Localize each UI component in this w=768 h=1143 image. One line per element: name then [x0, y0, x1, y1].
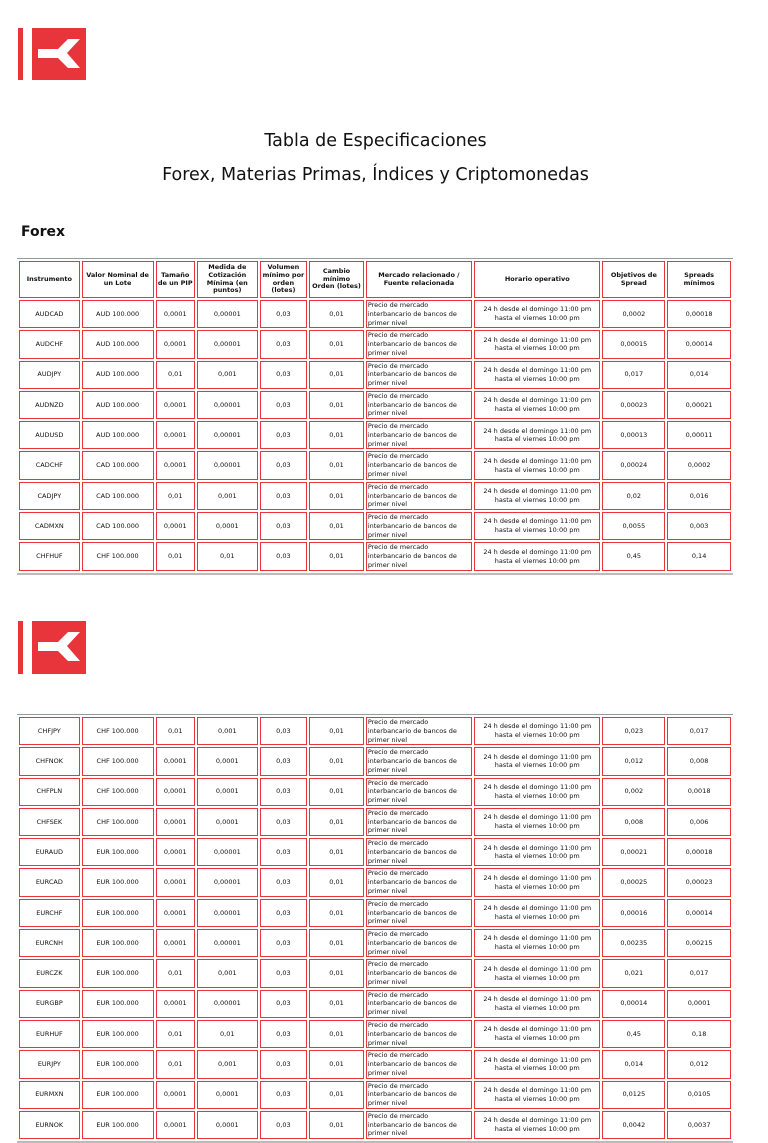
table-cell: 0,00215	[667, 929, 731, 957]
section-title-forex: Forex	[21, 224, 66, 240]
table-cell: Precio de mercado interbancario de bancos de primer nivel	[366, 959, 472, 987]
table-cell: 0,01	[309, 330, 364, 358]
table-cell: 0,0001	[156, 838, 195, 866]
table-cell: 24 h desde el domingo 11:00 pm hasta el viernes 10:00 pm	[474, 717, 600, 745]
table-cell: 0,0001	[156, 929, 195, 957]
table-cell: EURCNH	[19, 929, 80, 957]
table-cell: 0,006	[667, 808, 731, 836]
table-cell: 0,01	[309, 778, 364, 806]
table-cell: AUDNZD	[19, 391, 80, 419]
table-cell: 0,017	[667, 717, 731, 745]
table-cell: 0,0001	[156, 747, 195, 775]
table-cell: AUD 100.000	[82, 421, 154, 449]
table-cell: EUR 100.000	[82, 1050, 154, 1078]
table-cell: 0,00001	[197, 391, 258, 419]
table-cell: 0,01	[309, 1020, 364, 1048]
table-row	[19, 747, 731, 775]
table-cell: 0,0001	[156, 421, 195, 449]
table-row	[19, 482, 731, 510]
table-cell: CHFPLN	[19, 778, 80, 806]
table-row	[19, 868, 731, 896]
table-cell: 0,01	[309, 838, 364, 866]
table-cell: 0,01	[309, 1081, 364, 1109]
table-cell: 0,01	[156, 717, 195, 745]
table-cell: 0,0001	[156, 899, 195, 927]
table-cell: 0,03	[260, 1050, 308, 1078]
table-cell: EURCZK	[19, 959, 80, 987]
table-cell: 0,0037	[667, 1111, 731, 1139]
table-cell: 0,01	[197, 542, 258, 570]
logo-bar	[18, 28, 23, 80]
col-header-cambio-minimo: Cambio mínimo Orden (lotes)	[309, 261, 364, 298]
table-cell: 0,00013	[602, 421, 665, 449]
table-cell: 0,017	[667, 959, 731, 987]
table-cell: 0,0001	[156, 808, 195, 836]
table-cell: AUD 100.000	[82, 361, 154, 389]
table-cell: CHF 100.000	[82, 542, 154, 570]
table-cell: CHFJPY	[19, 717, 80, 745]
table-cell: 0,18	[667, 1020, 731, 1048]
table-cell: 0,03	[260, 451, 308, 479]
table-cell: 0,008	[667, 747, 731, 775]
table-cell: 0,03	[260, 512, 308, 540]
col-header-mercado: Mercado relacionado / Fuente relacionada	[366, 261, 472, 298]
table-cell: 0,01	[309, 451, 364, 479]
table-cell: EUR 100.000	[82, 959, 154, 987]
table-cell: CHFNOK	[19, 747, 80, 775]
page-title: Tabla de Especificaciones	[264, 131, 487, 151]
table-cell: 0,00018	[667, 300, 731, 328]
table-cell: 0,001	[197, 361, 258, 389]
table-cell: 24 h desde el domingo 11:00 pm hasta el viernes 10:00 pm	[474, 421, 600, 449]
table-cell: 0,01	[309, 717, 364, 745]
table-cell: 0,03	[260, 1081, 308, 1109]
table-body	[19, 300, 731, 571]
table-cell: 0,0001	[156, 391, 195, 419]
table-cell: 0,02	[602, 482, 665, 510]
table-cell: CHF 100.000	[82, 808, 154, 836]
table-row	[19, 361, 731, 389]
table-row	[19, 512, 731, 540]
table-cell: 24 h desde el domingo 11:00 pm hasta el viernes 10:00 pm	[474, 1111, 600, 1139]
table-cell: 0,0001	[156, 300, 195, 328]
table-cell: 0,0001	[156, 451, 195, 479]
table-cell: 0,012	[602, 747, 665, 775]
table-cell: 0,03	[260, 808, 308, 836]
table-cell: 24 h desde el domingo 11:00 pm hasta el viernes 10:00 pm	[474, 1020, 600, 1048]
col-header-objetivos-spread: Objetivos de Spread	[602, 261, 665, 298]
table-cell: 0,001	[197, 717, 258, 745]
table-cell: 0,03	[260, 747, 308, 775]
table-row	[19, 959, 731, 987]
table-cell: EURNOK	[19, 1111, 80, 1139]
table-cell: EUR 100.000	[82, 899, 154, 927]
table-cell: AUD 100.000	[82, 300, 154, 328]
table-cell: 0,03	[260, 361, 308, 389]
table-cell: EUR 100.000	[82, 838, 154, 866]
table-cell: 0,00001	[197, 300, 258, 328]
col-header-valor-nominal: Valor Nominal de un Lote	[82, 261, 154, 298]
table-row	[19, 421, 731, 449]
table-cell: 24 h desde el domingo 11:00 pm hasta el viernes 10:00 pm	[474, 300, 600, 328]
table-cell: Precio de mercado interbancario de bancos de primer nivel	[366, 542, 472, 570]
table-cell: 0,45	[602, 542, 665, 570]
table-cell: 24 h desde el domingo 11:00 pm hasta el viernes 10:00 pm	[474, 929, 600, 957]
table-cell: 0,00001	[197, 899, 258, 927]
table-cell: 0,0001	[197, 1081, 258, 1109]
table-cell: 0,01	[309, 391, 364, 419]
table-cell: 0,03	[260, 482, 308, 510]
table-cell: 24 h desde el domingo 11:00 pm hasta el viernes 10:00 pm	[474, 990, 600, 1018]
table-cell: EUR 100.000	[82, 929, 154, 957]
table-cell: CHF 100.000	[82, 747, 154, 775]
table-header-row	[19, 261, 731, 298]
table-cell: CADMXN	[19, 512, 80, 540]
table-row	[19, 1081, 731, 1109]
table-cell: 24 h desde el domingo 11:00 pm hasta el viernes 10:00 pm	[474, 747, 600, 775]
table-cell: 0,03	[260, 868, 308, 896]
table-row	[19, 330, 731, 358]
table-cell: 24 h desde el domingo 11:00 pm hasta el viernes 10:00 pm	[474, 1050, 600, 1078]
table-cell: CHF 100.000	[82, 717, 154, 745]
table-row	[19, 1111, 731, 1139]
table-cell: 0,03	[260, 542, 308, 570]
table-cell: 0,03	[260, 300, 308, 328]
table-row	[19, 838, 731, 866]
table-cell: 0,008	[602, 808, 665, 836]
table-cell: 0,0001	[156, 1111, 195, 1139]
col-header-cotizacion-minima: Medida de Cotización Mínima (en puntos)	[197, 261, 258, 298]
table-cell: 0,00016	[602, 899, 665, 927]
table-cell: 0,0002	[602, 300, 665, 328]
table-cell: 0,01	[309, 361, 364, 389]
col-header-volumen-minimo: Volumen mínimo por orden (lotes)	[260, 261, 308, 298]
page-subtitle: Forex, Materias Primas, Índices y Criptomonedas	[162, 165, 589, 185]
table-cell: 24 h desde el domingo 11:00 pm hasta el viernes 10:00 pm	[474, 451, 600, 479]
table-cell: 0,00025	[602, 868, 665, 896]
table-cell: 0,01	[309, 929, 364, 957]
table-cell: 0,001	[197, 959, 258, 987]
table-row	[19, 778, 731, 806]
table-cell: 0,01	[309, 512, 364, 540]
table-cell: CADJPY	[19, 482, 80, 510]
table-cell: 0,012	[667, 1050, 731, 1078]
table-row	[19, 300, 731, 328]
table-cell: 0,001	[197, 482, 258, 510]
table-cell: CADCHF	[19, 451, 80, 479]
table-row	[19, 451, 731, 479]
table-cell: 24 h desde el domingo 11:00 pm hasta el viernes 10:00 pm	[474, 808, 600, 836]
table-cell: 0,03	[260, 899, 308, 927]
table-cell: Precio de mercado interbancario de bancos de primer nivel	[366, 808, 472, 836]
table-cell: Precio de mercado interbancario de bancos de primer nivel	[366, 929, 472, 957]
table-cell: 0,014	[602, 1050, 665, 1078]
table-cell: EURCHF	[19, 899, 80, 927]
table-cell: 0,03	[260, 330, 308, 358]
table-cell: 0,00001	[197, 451, 258, 479]
table-cell: 0,002	[602, 778, 665, 806]
table-cell: 0,03	[260, 717, 308, 745]
x-logo-icon	[32, 621, 86, 674]
table-cell: Precio de mercado interbancario de bancos de primer nivel	[366, 1081, 472, 1109]
table-cell: Precio de mercado interbancario de bancos de primer nivel	[366, 717, 472, 745]
table-cell: Precio de mercado interbancario de bancos de primer nivel	[366, 330, 472, 358]
table-cell: 0,01	[156, 1020, 195, 1048]
table-cell: 0,0018	[667, 778, 731, 806]
table-cell: 0,0001	[197, 1111, 258, 1139]
table-cell: 24 h desde el domingo 11:00 pm hasta el viernes 10:00 pm	[474, 542, 600, 570]
table-cell: 24 h desde el domingo 11:00 pm hasta el viernes 10:00 pm	[474, 330, 600, 358]
table-cell: 24 h desde el domingo 11:00 pm hasta el viernes 10:00 pm	[474, 512, 600, 540]
table-cell: Precio de mercado interbancario de bancos de primer nivel	[366, 899, 472, 927]
table-cell: Precio de mercado interbancario de bancos de primer nivel	[366, 451, 472, 479]
table-row	[19, 929, 731, 957]
table-cell: 0,0055	[602, 512, 665, 540]
table-cell: 24 h desde el domingo 11:00 pm hasta el viernes 10:00 pm	[474, 838, 600, 866]
col-header-tamano-pip: Tamaño de un PIP	[156, 261, 195, 298]
table-cell: 0,0125	[602, 1081, 665, 1109]
table-cell: CHFHUF	[19, 542, 80, 570]
table-cell: EURJPY	[19, 1050, 80, 1078]
table-cell: EUR 100.000	[82, 1081, 154, 1109]
table-cell: 0,01	[309, 300, 364, 328]
table-cell: 0,003	[667, 512, 731, 540]
col-header-horario: Horario operativo	[474, 261, 600, 298]
table-cell: 24 h desde el domingo 11:00 pm hasta el viernes 10:00 pm	[474, 959, 600, 987]
table-cell: 0,01	[309, 542, 364, 570]
table-cell: 0,0001	[156, 990, 195, 1018]
table-cell: EUR 100.000	[82, 1111, 154, 1139]
table-cell: Precio de mercado interbancario de bancos de primer nivel	[366, 391, 472, 419]
table-cell: 24 h desde el domingo 11:00 pm hasta el viernes 10:00 pm	[474, 899, 600, 927]
table-cell: 0,01	[309, 1050, 364, 1078]
table-cell: Precio de mercado interbancario de bancos de primer nivel	[366, 868, 472, 896]
table-cell: CAD 100.000	[82, 451, 154, 479]
table-cell: EURGBP	[19, 990, 80, 1018]
table-cell: Precio de mercado interbancario de bancos de primer nivel	[366, 482, 472, 510]
table-cell: 0,00014	[667, 899, 731, 927]
table-cell: Precio de mercado interbancario de bancos de primer nivel	[366, 747, 472, 775]
table-row	[19, 717, 731, 745]
table-cell: 0,00023	[667, 868, 731, 896]
table-cell: 0,01	[309, 868, 364, 896]
table-cell: Precio de mercado interbancario de bancos de primer nivel	[366, 1111, 472, 1139]
table-cell: 0,01	[309, 747, 364, 775]
col-header-instrumento: Instrumento	[19, 261, 80, 298]
table-cell: AUDCHF	[19, 330, 80, 358]
table-cell: 0,01	[309, 808, 364, 836]
table-cell: 0,0001	[197, 512, 258, 540]
table-cell: 0,0001	[197, 808, 258, 836]
table-cell: 0,01	[156, 542, 195, 570]
table-cell: EUR 100.000	[82, 868, 154, 896]
table-cell: EURMXN	[19, 1081, 80, 1109]
table-row	[19, 899, 731, 927]
table-cell: 0,0001	[156, 1081, 195, 1109]
table-cell: 0,0001	[156, 512, 195, 540]
table-cell: Precio de mercado interbancario de bancos de primer nivel	[366, 1020, 472, 1048]
table-cell: 0,01	[197, 1020, 258, 1048]
table-cell: AUD 100.000	[82, 330, 154, 358]
table-cell: 0,01	[309, 421, 364, 449]
table-cell: 0,03	[260, 959, 308, 987]
table-cell: 0,14	[667, 542, 731, 570]
table-cell: 0,0001	[197, 747, 258, 775]
table-row	[19, 808, 731, 836]
logo-bar	[18, 621, 23, 674]
table-cell: 0,01	[156, 361, 195, 389]
table-cell: 0,0105	[667, 1081, 731, 1109]
table-cell: 0,01	[309, 482, 364, 510]
table-row	[19, 1020, 731, 1048]
table-cell: 0,45	[602, 1020, 665, 1048]
table-cell: 0,00001	[197, 838, 258, 866]
table-cell: 24 h desde el domingo 11:00 pm hasta el viernes 10:00 pm	[474, 361, 600, 389]
table-cell: 0,00001	[197, 421, 258, 449]
table-cell: AUDUSD	[19, 421, 80, 449]
table-cell: EUR 100.000	[82, 990, 154, 1018]
table-cell: Precio de mercado interbancario de bancos de primer nivel	[366, 1050, 472, 1078]
table-cell: 0,00021	[667, 391, 731, 419]
table-cell: 0,03	[260, 1111, 308, 1139]
table-cell: Precio de mercado interbancario de bancos de primer nivel	[366, 300, 472, 328]
table-cell: 24 h desde el domingo 11:00 pm hasta el viernes 10:00 pm	[474, 868, 600, 896]
table-cell: AUDJPY	[19, 361, 80, 389]
table-cell: 0,00001	[197, 929, 258, 957]
table-cell: 0,00001	[197, 990, 258, 1018]
table-cell: AUD 100.000	[82, 391, 154, 419]
table-cell: 0,03	[260, 391, 308, 419]
table-cell: Precio de mercado interbancario de bancos de primer nivel	[366, 361, 472, 389]
col-header-spreads-minimos: Spreads mínimos	[667, 261, 731, 298]
table-cell: 0,01	[309, 959, 364, 987]
forex-spec-table	[17, 258, 733, 575]
table-cell: 0,00015	[602, 330, 665, 358]
table-cell: CHF 100.000	[82, 778, 154, 806]
table-cell: 0,01	[156, 482, 195, 510]
table-cell: CAD 100.000	[82, 512, 154, 540]
table-cell: AUDCAD	[19, 300, 80, 328]
table-cell: 0,00021	[602, 838, 665, 866]
forex-spec-table-continued	[17, 714, 733, 1143]
table-cell: 0,00001	[197, 868, 258, 896]
table-cell: 0,01	[309, 990, 364, 1018]
table-cell: Precio de mercado interbancario de bancos de primer nivel	[366, 512, 472, 540]
table-cell: 0,01	[309, 1111, 364, 1139]
table-cell: EUR 100.000	[82, 1020, 154, 1048]
table-cell: 0,00011	[667, 421, 731, 449]
table-cell: 0,01	[156, 1050, 195, 1078]
x-logo-icon	[32, 28, 86, 80]
table-body	[19, 717, 731, 1139]
table-cell: 0,0001	[156, 868, 195, 896]
table-cell: 0,001	[197, 1050, 258, 1078]
table-cell: 0,00014	[667, 330, 731, 358]
table-row	[19, 542, 731, 570]
table-cell: 0,01	[156, 959, 195, 987]
table-cell: 0,0002	[667, 451, 731, 479]
table-cell: 0,00018	[667, 838, 731, 866]
table-row	[19, 990, 731, 1018]
table-cell: 0,00001	[197, 330, 258, 358]
table-cell: 0,03	[260, 421, 308, 449]
table-cell: 24 h desde el domingo 11:00 pm hasta el viernes 10:00 pm	[474, 482, 600, 510]
table-cell: 0,017	[602, 361, 665, 389]
table-cell: EURHUF	[19, 1020, 80, 1048]
table-cell: Precio de mercado interbancario de bancos de primer nivel	[366, 990, 472, 1018]
table-cell: 0,03	[260, 1020, 308, 1048]
table-cell: 0,00235	[602, 929, 665, 957]
table-cell: 0,023	[602, 717, 665, 745]
table-cell: 24 h desde el domingo 11:00 pm hasta el viernes 10:00 pm	[474, 1081, 600, 1109]
table-cell: 0,021	[602, 959, 665, 987]
table-row	[19, 1050, 731, 1078]
table-cell: 0,00023	[602, 391, 665, 419]
table-cell: 0,016	[667, 482, 731, 510]
table-cell: 24 h desde el domingo 11:00 pm hasta el viernes 10:00 pm	[474, 778, 600, 806]
table-cell: 0,03	[260, 929, 308, 957]
table-cell: 0,0001	[156, 778, 195, 806]
table-cell: 0,03	[260, 838, 308, 866]
table-cell: EURCAD	[19, 868, 80, 896]
table-cell: 0,01	[309, 899, 364, 927]
table-cell: 0,0042	[602, 1111, 665, 1139]
table-cell: CAD 100.000	[82, 482, 154, 510]
table-cell: Precio de mercado interbancario de bancos de primer nivel	[366, 778, 472, 806]
table-cell: Precio de mercado interbancario de bancos de primer nivel	[366, 421, 472, 449]
table-cell: 0,0001	[156, 330, 195, 358]
table-cell: Precio de mercado interbancario de bancos de primer nivel	[366, 838, 472, 866]
table-cell: 0,014	[667, 361, 731, 389]
table-cell: 0,0001	[197, 778, 258, 806]
table-cell: EURAUD	[19, 838, 80, 866]
table-cell: 0,00024	[602, 451, 665, 479]
table-cell: 0,00014	[602, 990, 665, 1018]
table-cell: 0,03	[260, 778, 308, 806]
table-cell: 0,03	[260, 990, 308, 1018]
table-row	[19, 391, 731, 419]
table-cell: CHFSEK	[19, 808, 80, 836]
table-cell: 24 h desde el domingo 11:00 pm hasta el viernes 10:00 pm	[474, 391, 600, 419]
table-cell: 0,0001	[667, 990, 731, 1018]
